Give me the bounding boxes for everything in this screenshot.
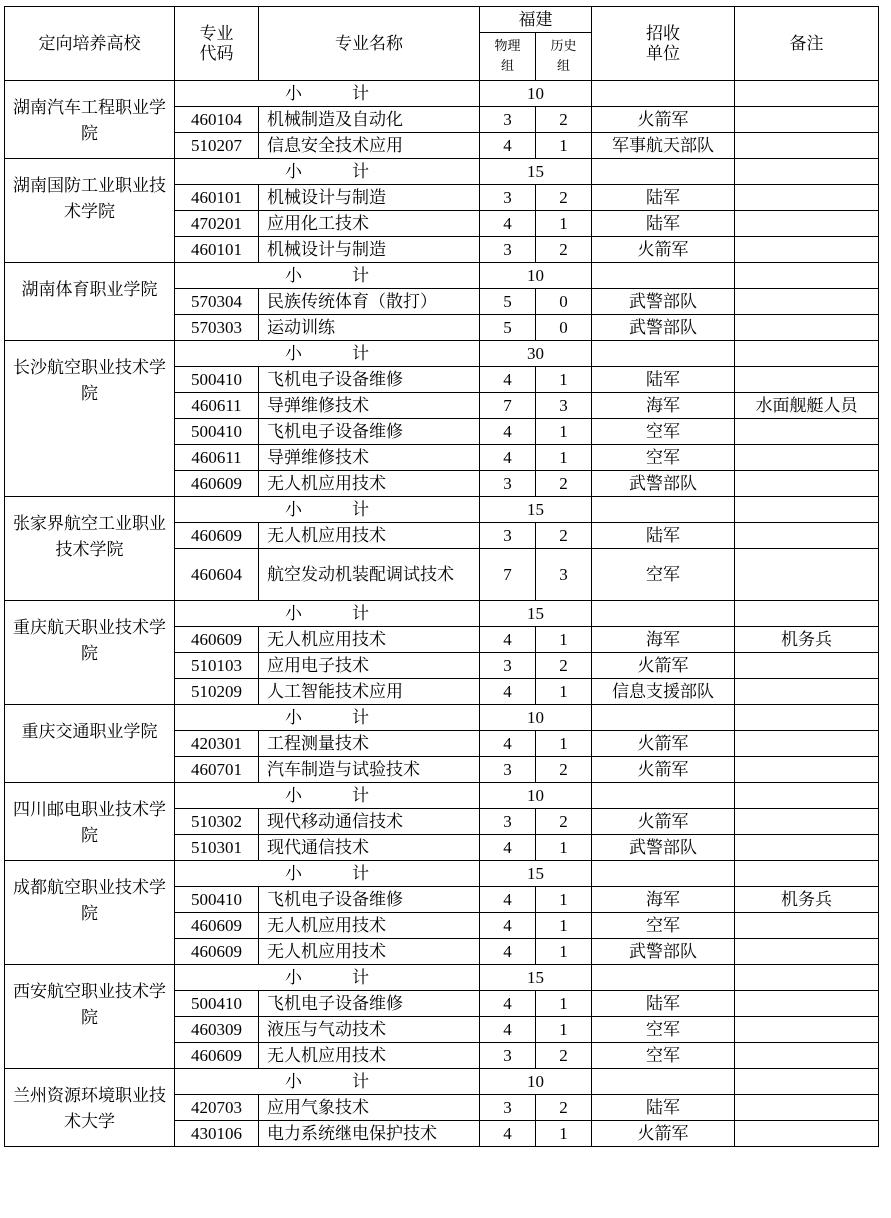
subtotal-value: 15 — [480, 159, 592, 185]
major-code: 500410 — [175, 367, 259, 393]
major-code: 510103 — [175, 653, 259, 679]
history-count: 2 — [536, 107, 592, 133]
major-name: 液压与气动技术 — [259, 1017, 480, 1043]
subtotal-label — [175, 1069, 480, 1095]
subtotal-row — [5, 861, 879, 887]
remark — [735, 1017, 879, 1043]
remark — [735, 107, 879, 133]
major-name: 汽车制造与试验技术 — [259, 757, 480, 783]
remark — [735, 939, 879, 965]
subtotal-unit-empty — [592, 1069, 735, 1095]
major-name: 飞机电子设备维修 — [259, 887, 480, 913]
subtotal-remark-empty — [735, 159, 879, 185]
history-count: 0 — [536, 289, 592, 315]
history-count: 1 — [536, 419, 592, 445]
history-count: 2 — [536, 653, 592, 679]
enroll-unit: 火箭军 — [592, 107, 735, 133]
physics-count: 3 — [480, 757, 536, 783]
subtotal-remark-empty — [735, 341, 879, 367]
subtotal-label-first: 小 — [285, 83, 302, 104]
major-code: 510207 — [175, 133, 259, 159]
subtotal-value: 15 — [480, 497, 592, 523]
header-major: 专业名称 — [259, 7, 480, 81]
subtotal-row — [5, 705, 879, 731]
remark — [735, 289, 879, 315]
enroll-unit: 火箭军 — [592, 731, 735, 757]
enroll-unit: 陆军 — [592, 211, 735, 237]
history-count: 2 — [536, 809, 592, 835]
major-name: 飞机电子设备维修 — [259, 367, 480, 393]
major-name: 无人机应用技术 — [259, 1043, 480, 1069]
physics-count: 4 — [480, 445, 536, 471]
history-count: 0 — [536, 315, 592, 341]
remark — [735, 913, 879, 939]
physics-count: 4 — [480, 211, 536, 237]
school-name: 西安航空职业技术学院 — [5, 965, 175, 1069]
enroll-unit: 火箭军 — [592, 237, 735, 263]
remark — [735, 367, 879, 393]
remark — [735, 731, 879, 757]
major-code: 460611 — [175, 445, 259, 471]
major-code: 460611 — [175, 393, 259, 419]
history-count: 1 — [536, 627, 592, 653]
subtotal-value: 30 — [480, 341, 592, 367]
major-name: 信息安全技术应用 — [259, 133, 480, 159]
enroll-unit: 空军 — [592, 549, 735, 601]
table-body — [5, 81, 879, 1147]
major-code: 460609 — [175, 471, 259, 497]
enroll-unit: 武警部队 — [592, 289, 735, 315]
major-name: 无人机应用技术 — [259, 523, 480, 549]
subtotal-label-first: 小 — [285, 967, 302, 988]
subtotal-label — [175, 341, 480, 367]
physics-count: 4 — [480, 939, 536, 965]
subtotal-value: 10 — [480, 81, 592, 107]
physics-count: 4 — [480, 887, 536, 913]
history-count: 1 — [536, 913, 592, 939]
remark: 机务兵 — [735, 627, 879, 653]
major-code: 460104 — [175, 107, 259, 133]
subtotal-label-first: 小 — [285, 161, 302, 182]
subtotal-row — [5, 783, 879, 809]
major-code: 460604 — [175, 549, 259, 601]
subtotal-row — [5, 159, 879, 185]
subtotal-label-second: 计 — [352, 707, 369, 728]
remark — [735, 809, 879, 835]
major-code: 510209 — [175, 679, 259, 705]
school-name: 湖南体育职业学院 — [5, 263, 175, 341]
major-name: 应用气象技术 — [259, 1095, 480, 1121]
remark — [735, 1095, 879, 1121]
header-unit: 招收单位 — [592, 7, 735, 81]
enroll-unit: 武警部队 — [592, 471, 735, 497]
header-province: 福建 — [480, 7, 592, 33]
subtotal-label — [175, 263, 480, 289]
subtotal-row — [5, 497, 879, 523]
history-count: 1 — [536, 211, 592, 237]
school-name: 兰州资源环境职业技术大学 — [5, 1069, 175, 1147]
major-code: 460609 — [175, 913, 259, 939]
subtotal-label-second: 计 — [352, 83, 369, 104]
history-count: 2 — [536, 757, 592, 783]
subtotal-value: 10 — [480, 263, 592, 289]
physics-count: 3 — [480, 523, 536, 549]
subtotal-value: 15 — [480, 965, 592, 991]
subtotal-label-second: 计 — [352, 603, 369, 624]
major-name: 机械设计与制造 — [259, 237, 480, 263]
history-count: 1 — [536, 887, 592, 913]
header-remark: 备注 — [735, 7, 879, 81]
subtotal-remark-empty — [735, 81, 879, 107]
major-code: 460101 — [175, 185, 259, 211]
major-name: 无人机应用技术 — [259, 913, 480, 939]
major-code: 460101 — [175, 237, 259, 263]
history-count: 1 — [536, 991, 592, 1017]
physics-count: 3 — [480, 1095, 536, 1121]
history-count: 2 — [536, 237, 592, 263]
enroll-unit: 空军 — [592, 913, 735, 939]
physics-count: 3 — [480, 653, 536, 679]
history-count: 1 — [536, 1017, 592, 1043]
physics-count: 4 — [480, 835, 536, 861]
enroll-unit: 武警部队 — [592, 315, 735, 341]
enroll-unit: 信息支援部队 — [592, 679, 735, 705]
history-count: 1 — [536, 1121, 592, 1147]
subtotal-label — [175, 861, 480, 887]
subtotal-label — [175, 81, 480, 107]
subtotal-row — [5, 341, 879, 367]
remark — [735, 835, 879, 861]
header-physics: 物理组 — [480, 33, 536, 81]
header-school: 定向培养高校 — [5, 7, 175, 81]
history-count: 2 — [536, 185, 592, 211]
subtotal-label-second: 计 — [352, 1071, 369, 1092]
subtotal-row — [5, 81, 879, 107]
major-code: 420703 — [175, 1095, 259, 1121]
physics-count: 4 — [480, 913, 536, 939]
subtotal-remark-empty — [735, 861, 879, 887]
subtotal-unit-empty — [592, 263, 735, 289]
enroll-unit: 火箭军 — [592, 757, 735, 783]
subtotal-label-second: 计 — [352, 161, 369, 182]
subtotal-remark-empty — [735, 601, 879, 627]
physics-count: 3 — [480, 1043, 536, 1069]
school-name: 长沙航空职业技术学院 — [5, 341, 175, 497]
subtotal-unit-empty — [592, 341, 735, 367]
enroll-unit: 武警部队 — [592, 939, 735, 965]
major-code: 460609 — [175, 627, 259, 653]
history-count: 1 — [536, 679, 592, 705]
subtotal-row — [5, 601, 879, 627]
history-count: 2 — [536, 1095, 592, 1121]
enroll-unit: 陆军 — [592, 367, 735, 393]
enroll-unit: 空军 — [592, 445, 735, 471]
history-count: 3 — [536, 549, 592, 601]
history-count: 3 — [536, 393, 592, 419]
enroll-unit: 陆军 — [592, 991, 735, 1017]
major-name: 应用电子技术 — [259, 653, 480, 679]
subtotal-unit-empty — [592, 81, 735, 107]
enroll-unit: 海军 — [592, 887, 735, 913]
subtotal-remark-empty — [735, 497, 879, 523]
subtotal-label-first: 小 — [285, 1071, 302, 1092]
subtotal-label-first: 小 — [285, 863, 302, 884]
remark — [735, 419, 879, 445]
subtotal-value: 15 — [480, 861, 592, 887]
major-name: 导弹维修技术 — [259, 445, 480, 471]
subtotal-label-first: 小 — [285, 707, 302, 728]
enroll-unit: 军事航天部队 — [592, 133, 735, 159]
subtotal-unit-empty — [592, 497, 735, 523]
subtotal-remark-empty — [735, 1069, 879, 1095]
enroll-unit: 陆军 — [592, 185, 735, 211]
subtotal-label-first: 小 — [285, 265, 302, 286]
subtotal-label-first: 小 — [285, 343, 302, 364]
subtotal-value: 10 — [480, 783, 592, 809]
physics-count: 4 — [480, 419, 536, 445]
subtotal-row — [5, 965, 879, 991]
history-count: 1 — [536, 835, 592, 861]
remark — [735, 523, 879, 549]
remark — [735, 471, 879, 497]
physics-count: 4 — [480, 133, 536, 159]
history-count: 2 — [536, 471, 592, 497]
history-count: 1 — [536, 367, 592, 393]
subtotal-label-first: 小 — [285, 499, 302, 520]
remark: 机务兵 — [735, 887, 879, 913]
major-code: 460609 — [175, 523, 259, 549]
major-code: 500410 — [175, 991, 259, 1017]
subtotal-unit-empty — [592, 965, 735, 991]
enroll-unit: 武警部队 — [592, 835, 735, 861]
major-name: 民族传统体育（散打） — [259, 289, 480, 315]
school-name: 四川邮电职业技术学院 — [5, 783, 175, 861]
physics-count: 3 — [480, 809, 536, 835]
subtotal-label-first: 小 — [285, 785, 302, 806]
history-count: 1 — [536, 445, 592, 471]
school-name: 重庆交通职业学院 — [5, 705, 175, 783]
major-name: 电力系统继电保护技术 — [259, 1121, 480, 1147]
school-name: 湖南国防工业职业技术学院 — [5, 159, 175, 263]
physics-count: 5 — [480, 315, 536, 341]
major-name: 人工智能技术应用 — [259, 679, 480, 705]
subtotal-row — [5, 263, 879, 289]
major-code: 500410 — [175, 887, 259, 913]
major-name: 无人机应用技术 — [259, 471, 480, 497]
subtotal-row — [5, 1069, 879, 1095]
subtotal-label-second: 计 — [352, 265, 369, 286]
subtotal-label — [175, 705, 480, 731]
enroll-unit: 海军 — [592, 393, 735, 419]
physics-count: 7 — [480, 393, 536, 419]
remark — [735, 237, 879, 263]
physics-count: 4 — [480, 367, 536, 393]
school-name: 重庆航天职业技术学院 — [5, 601, 175, 705]
history-count: 1 — [536, 133, 592, 159]
subtotal-label-second: 计 — [352, 967, 369, 988]
enroll-unit: 空军 — [592, 1043, 735, 1069]
subtotal-label — [175, 601, 480, 627]
physics-count: 3 — [480, 185, 536, 211]
physics-count: 5 — [480, 289, 536, 315]
major-name: 飞机电子设备维修 — [259, 419, 480, 445]
remark — [735, 1121, 879, 1147]
major-name: 运动训练 — [259, 315, 480, 341]
remark — [735, 315, 879, 341]
subtotal-label — [175, 783, 480, 809]
major-code: 420301 — [175, 731, 259, 757]
enroll-unit: 空军 — [592, 419, 735, 445]
enrollment-table — [4, 6, 879, 1147]
subtotal-remark-empty — [735, 705, 879, 731]
enroll-unit: 火箭军 — [592, 1121, 735, 1147]
major-code: 460609 — [175, 939, 259, 965]
subtotal-unit-empty — [592, 783, 735, 809]
subtotal-value: 10 — [480, 1069, 592, 1095]
subtotal-remark-empty — [735, 263, 879, 289]
subtotal-unit-empty — [592, 861, 735, 887]
subtotal-remark-empty — [735, 783, 879, 809]
major-code: 570303 — [175, 315, 259, 341]
physics-count: 4 — [480, 991, 536, 1017]
major-name: 无人机应用技术 — [259, 627, 480, 653]
major-code: 500410 — [175, 419, 259, 445]
physics-count: 4 — [480, 627, 536, 653]
enroll-unit: 陆军 — [592, 523, 735, 549]
header-code: 专业代码 — [175, 7, 259, 81]
physics-count: 4 — [480, 1017, 536, 1043]
major-name: 现代通信技术 — [259, 835, 480, 861]
subtotal-label-second: 计 — [352, 785, 369, 806]
physics-count: 7 — [480, 549, 536, 601]
subtotal-label-second: 计 — [352, 499, 369, 520]
history-count: 1 — [536, 939, 592, 965]
major-code: 470201 — [175, 211, 259, 237]
major-name: 工程测量技术 — [259, 731, 480, 757]
physics-count: 4 — [480, 731, 536, 757]
enroll-unit: 陆军 — [592, 1095, 735, 1121]
remark — [735, 445, 879, 471]
physics-count: 4 — [480, 1121, 536, 1147]
major-name: 机械制造及自动化 — [259, 107, 480, 133]
history-count: 2 — [536, 1043, 592, 1069]
major-code: 510302 — [175, 809, 259, 835]
subtotal-unit-empty — [592, 159, 735, 185]
subtotal-label-second: 计 — [352, 343, 369, 364]
subtotal-label — [175, 965, 480, 991]
major-code: 570304 — [175, 289, 259, 315]
remark: 水面舰艇人员 — [735, 393, 879, 419]
header-history: 历史组 — [536, 33, 592, 81]
subtotal-remark-empty — [735, 965, 879, 991]
major-name: 无人机应用技术 — [259, 939, 480, 965]
major-name: 飞机电子设备维修 — [259, 991, 480, 1017]
subtotal-value: 10 — [480, 705, 592, 731]
major-name: 机械设计与制造 — [259, 185, 480, 211]
school-name: 张家界航空工业职业技术学院 — [5, 497, 175, 601]
enroll-unit: 海军 — [592, 627, 735, 653]
subtotal-unit-empty — [592, 601, 735, 627]
history-count: 2 — [536, 523, 592, 549]
remark — [735, 679, 879, 705]
major-code: 430106 — [175, 1121, 259, 1147]
major-code: 510301 — [175, 835, 259, 861]
major-name: 导弹维修技术 — [259, 393, 480, 419]
physics-count: 4 — [480, 679, 536, 705]
history-count: 1 — [536, 731, 592, 757]
major-code: 460609 — [175, 1043, 259, 1069]
enroll-unit: 火箭军 — [592, 653, 735, 679]
school-name: 成都航空职业技术学院 — [5, 861, 175, 965]
major-code: 460701 — [175, 757, 259, 783]
major-name: 现代移动通信技术 — [259, 809, 480, 835]
enroll-unit: 火箭军 — [592, 809, 735, 835]
remark — [735, 991, 879, 1017]
subtotal-value: 15 — [480, 601, 592, 627]
subtotal-label — [175, 497, 480, 523]
subtotal-label-first: 小 — [285, 603, 302, 624]
major-code: 460309 — [175, 1017, 259, 1043]
physics-count: 3 — [480, 107, 536, 133]
school-name: 湖南汽车工程职业学院 — [5, 81, 175, 159]
major-name: 应用化工技术 — [259, 211, 480, 237]
physics-count: 3 — [480, 471, 536, 497]
remark — [735, 549, 879, 601]
subtotal-label — [175, 159, 480, 185]
subtotal-label-second: 计 — [352, 863, 369, 884]
physics-count: 3 — [480, 237, 536, 263]
enroll-unit: 空军 — [592, 1017, 735, 1043]
remark — [735, 133, 879, 159]
major-name: 航空发动机装配调试技术 — [259, 549, 480, 601]
subtotal-unit-empty — [592, 705, 735, 731]
remark — [735, 1043, 879, 1069]
remark — [735, 185, 879, 211]
remark — [735, 211, 879, 237]
remark — [735, 653, 879, 679]
remark — [735, 757, 879, 783]
